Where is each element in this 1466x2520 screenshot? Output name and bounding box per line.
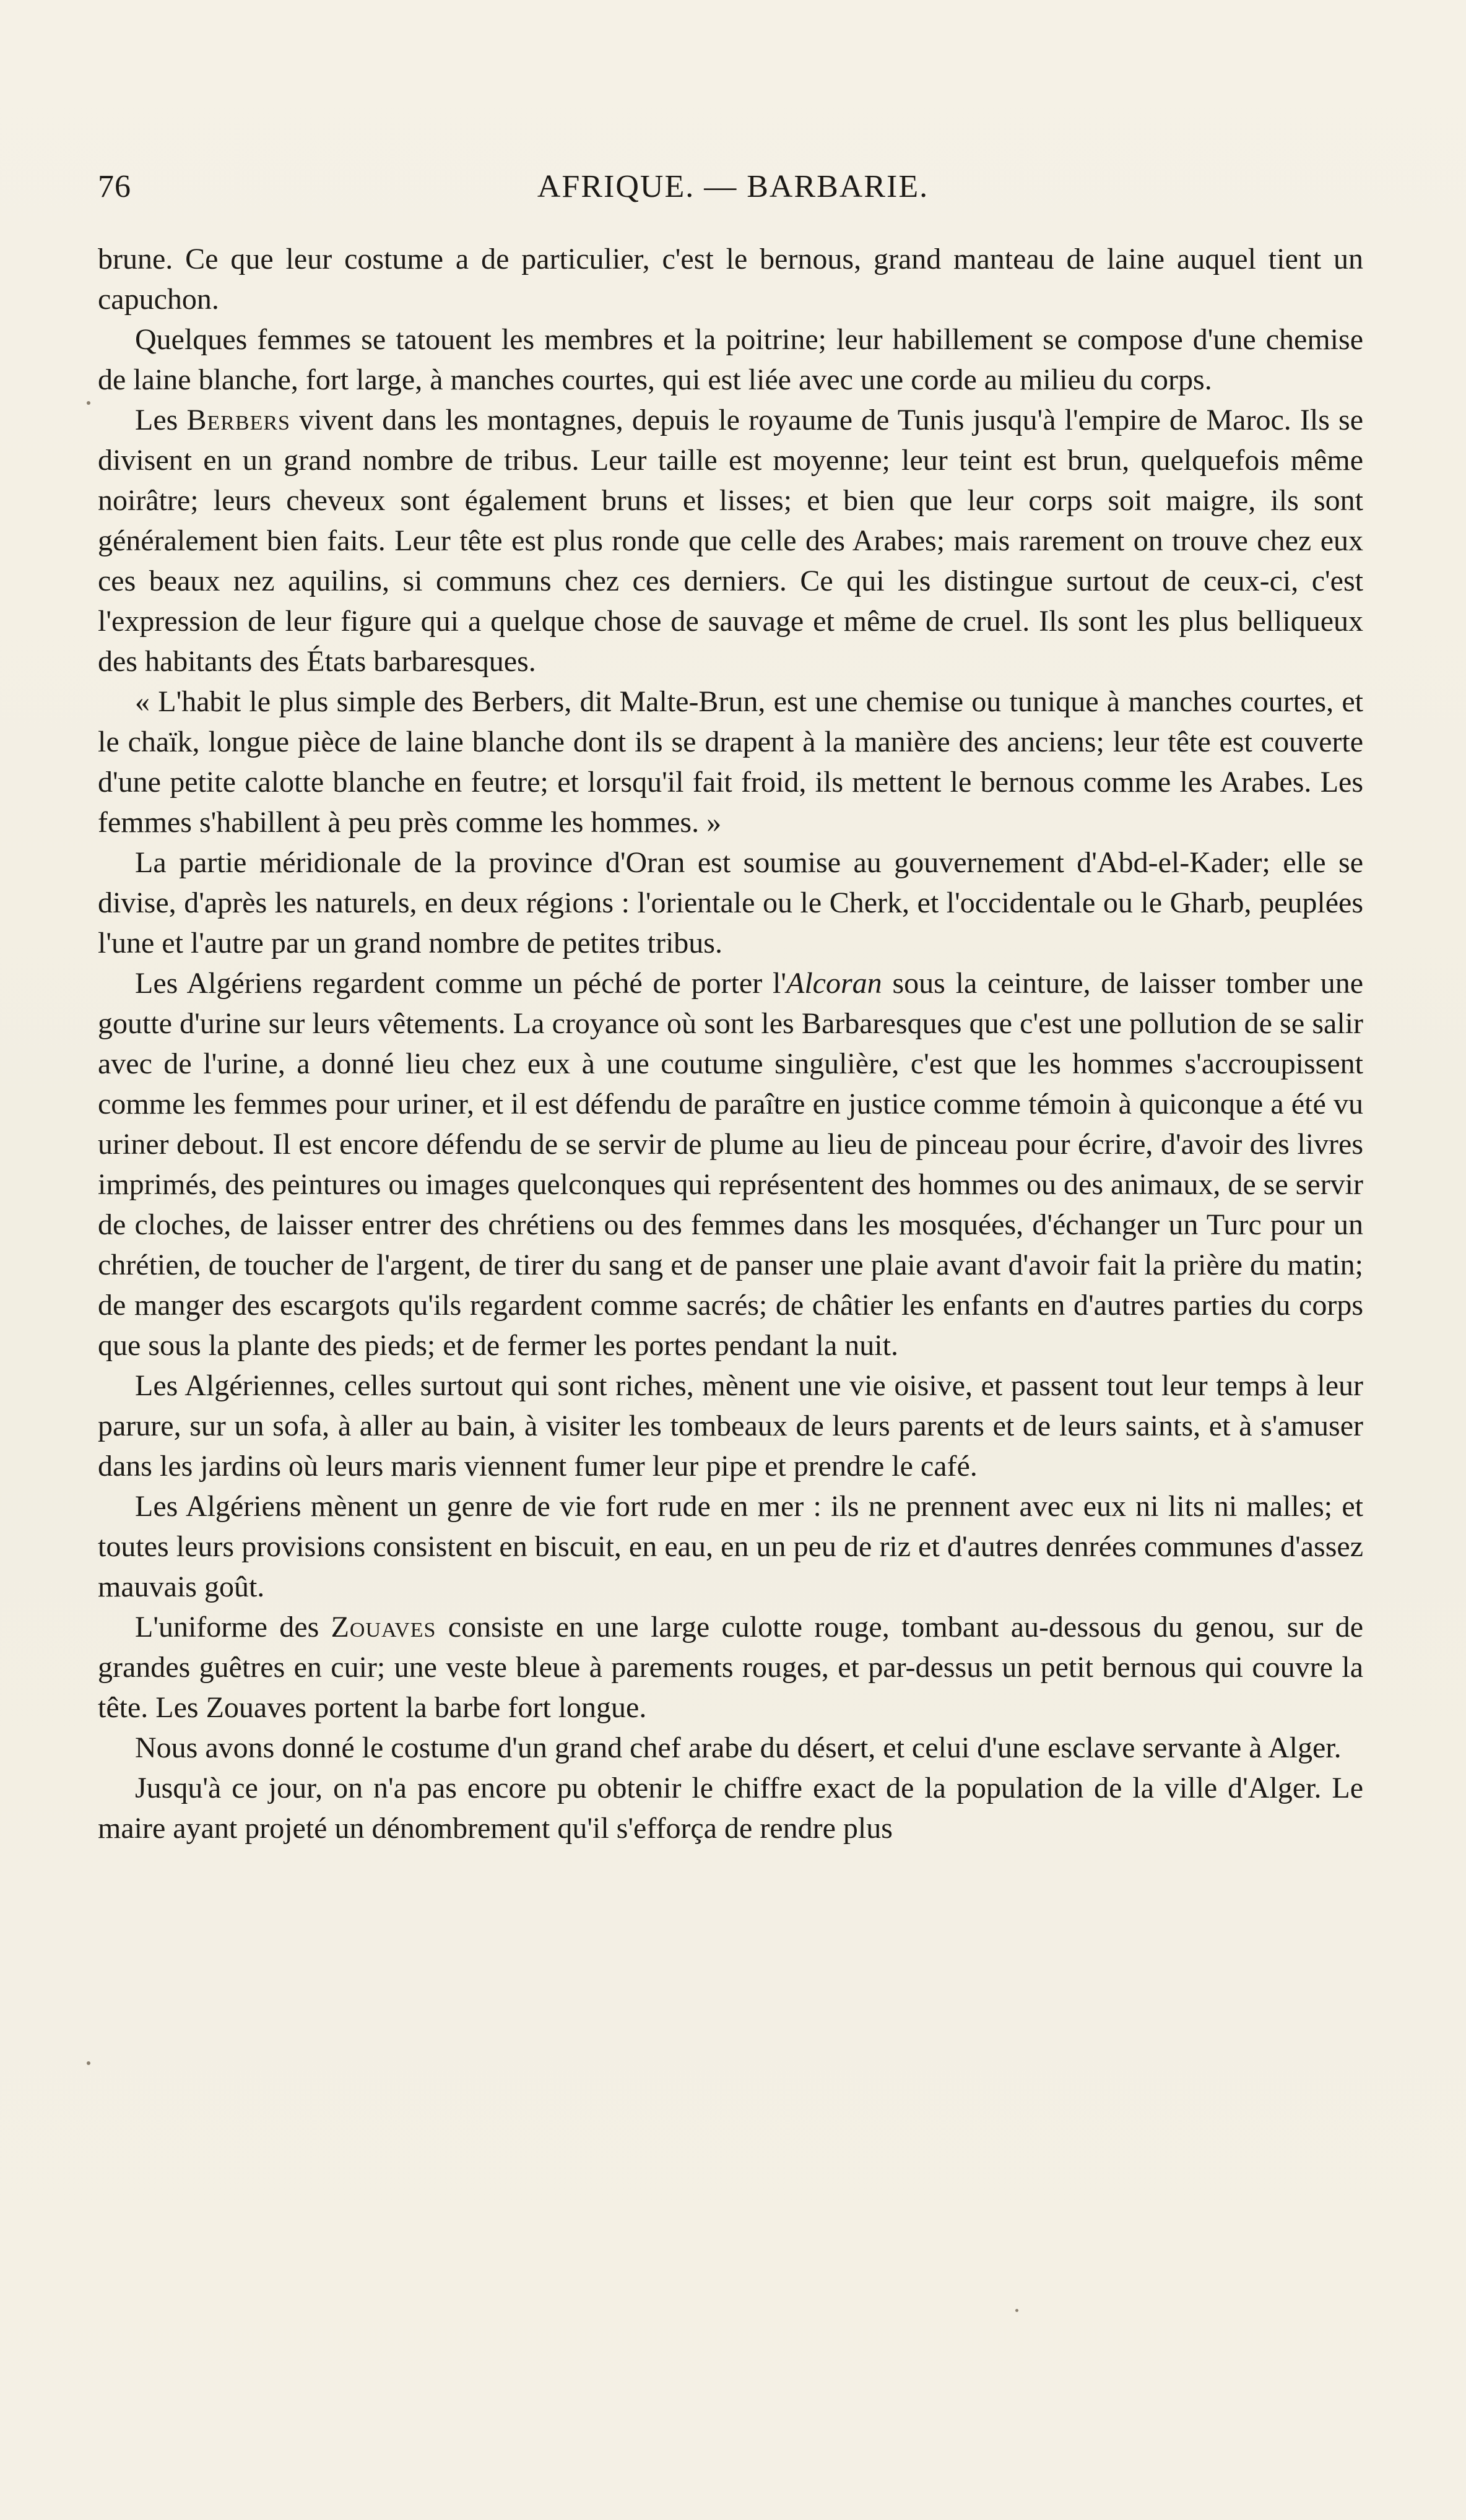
term-zouaves: Zouaves bbox=[331, 1611, 436, 1643]
paragraph-6 bbox=[98, 963, 1363, 1366]
paper-speck bbox=[87, 2061, 90, 2065]
page-header bbox=[98, 168, 1368, 212]
page-number: 76 bbox=[98, 169, 131, 204]
paragraph-4-quotation: « L'habit le plus simple des Berbers, dit Malte-Brun, est une chemise ou tunique à manches courtes, et le chaïk, longue pièce de laine blanche dont ils se drapent à la manière des anciens; leur tête est couverte d'une petite calotte blanche en feutre; et lorsqu'il fait froid, ils mettent le bernous comme les Arabes. Les femmes s'habillent à peu près comme les hommes. » bbox=[98, 685, 1363, 839]
paragraph-9-text: consiste en une large culotte rouge, tombant au-dessous du genou, sur de grandes guêtres en cuir; une veste bleue à parements rouges, et par-dessus un petit bernous qui couvre la tête. Les Zouaves portent la barbe fort longue. bbox=[98, 1611, 1363, 1724]
paragraph-9-lead: L'uniforme des bbox=[135, 1611, 331, 1643]
paragraph-10: Nous avons donné le costume d'un grand chef arabe du désert, et celui d'une esclave servante à Alger. bbox=[135, 1731, 1342, 1764]
term-alcoran: Alcoran bbox=[786, 967, 882, 1000]
paragraph-2: Quelques femmes se tatouent les membres et la poitrine; leur habillement se compose d'une chemise de laine blanche, fort large, à manches courtes, qui est liée avec une corde au milieu du corps. bbox=[98, 323, 1363, 396]
paragraph-1: brune. Ce que leur costume a de particulier, c'est le bernous, grand manteau de laine auquel tient un capuchon. bbox=[98, 243, 1363, 316]
paragraph-3-text: vivent dans les montagnes, depuis le royaume de Tunis jusqu'à l'empire de Maroc. Ils se divisent en un grand nombre de tribus. Leur taille est moyenne; leur teint est brun, quelquefois même noirâtre; leurs cheveux sont également bruns et lisses; et bien que leur corps soit maigre, ils sont généralement bien faits. Leur tête est plus ronde que celle des Arabes; mais rarement on trouve chez eux ces beaux nez aquilins, si communs chez ces derniers. Ce qui les distingue surtout de ceux-ci, c'est l'expression de leur figure qui a quelque chose de sauvage et même de cruel. Ils sont les plus belliqueux des habitants des États barbaresques. bbox=[98, 404, 1364, 678]
paper-speck bbox=[87, 401, 90, 405]
paragraph-8: Les Algériens mènent un genre de vie fort rude en mer : ils ne prennent avec eux ni lits ni malles; et toutes leurs provisions consistent en biscuit, en eau, en un peu de riz et d'autres denrées communes d'assez mauvais goût. bbox=[98, 1490, 1363, 1603]
running-title: AFRIQUE. — BARBARIE. bbox=[537, 169, 929, 204]
paragraph-6-lead: Les Algériens regardent comme un péché de porter l' bbox=[135, 967, 786, 1000]
paper-speck bbox=[1015, 2309, 1018, 2312]
paragraph-3-lead: Les bbox=[135, 404, 187, 436]
paragraph-7: Les Algériennes, celles surtout qui sont riches, mènent une vie oisive, et passent tout leur temps à leur parure, sur un sofa, à aller au bain, à visiter les tombeaux de leurs parents et de leurs saints, et à s'amuser dans les jardins où leurs maris viennent fumer leur pipe et prendre le café. bbox=[98, 1369, 1363, 1483]
body-text bbox=[98, 239, 1363, 1848]
paragraph-9 bbox=[98, 1607, 1363, 1728]
paragraph-11: Jusqu'à ce jour, on n'a pas encore pu obtenir le chiffre exact de la population de la ville d'Alger. Le maire ayant projeté un dénombrement qu'il s'efforça de rendre plus bbox=[98, 1772, 1363, 1845]
term-berbers: Berbers bbox=[186, 404, 290, 436]
paragraph-5: La partie méridionale de la province d'Oran est soumise au gouvernement d'Abd-el-Kader; elle se divise, d'après les naturels, en deux régions : l'orientale ou le Cherk, et l'occidentale ou le Gharb, peuplées l'une et l'autre par un grand nombre de petites tribus. bbox=[98, 846, 1363, 959]
paragraph-3 bbox=[98, 400, 1363, 682]
paragraph-6-text: sous la ceinture, de laisser tomber une goutte d'urine sur leurs vêtements. La croyance où sont les Barbaresques que c'est une pollution de se salir avec de l'urine, a donné lieu chez eux à une coutume singulière, c'est que les hommes s'accroupissent comme les femmes pour uriner, et il est défendu de paraître en justice comme témoin à quiconque a été vu uriner debout. Il est encore défendu de se servir de plume au lieu de pinceau pour écrire, d'avoir des livres imprimés, des peintures ou images quelconques qui représentent des hommes ou des animaux, de se servir de cloches, de laisser entrer des chrétiens ou des femmes dans les mosquées, d'échanger un Turc pour un chrétien, de toucher de l'argent, de tirer du sang et de panser une plaie avant d'avoir fait la prière du matin; de manger des escargots qu'ils regardent comme sacrés; de châtier les enfants en d'autres parties du corps que sous la plante des pieds; et de fermer les portes pendant la nuit. bbox=[98, 967, 1364, 1362]
